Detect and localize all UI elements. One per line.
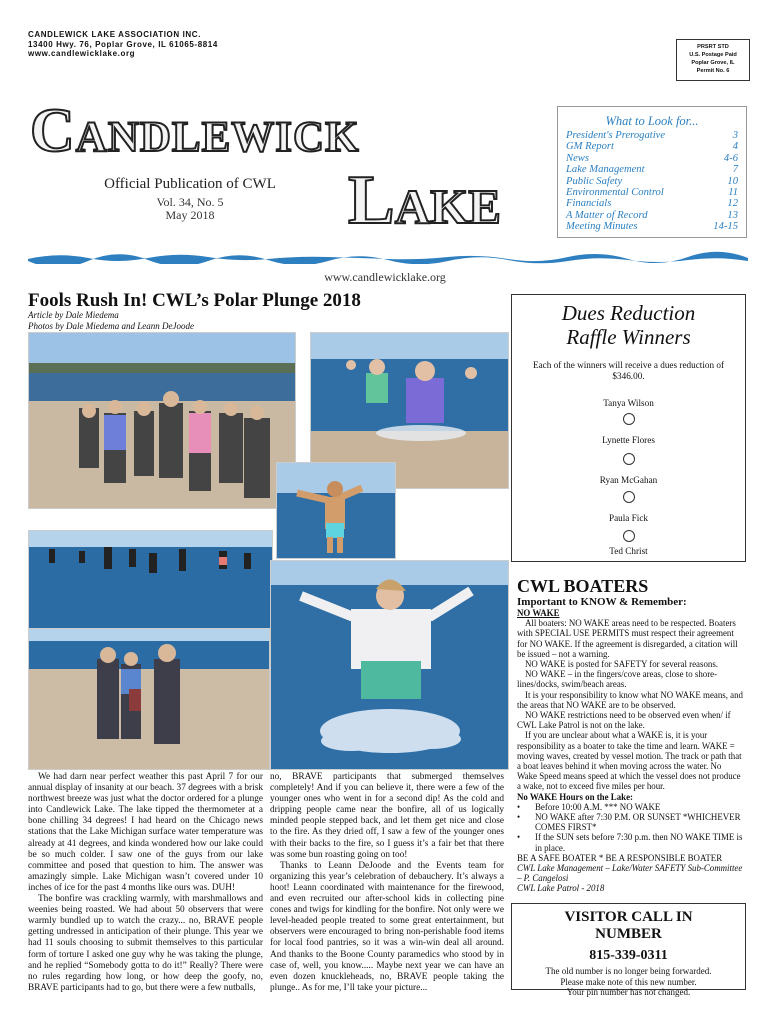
bullet-circle-icon: [623, 413, 635, 425]
dues-subtitle: Each of the winners will receive a dues reduction of $346.00.: [532, 360, 725, 381]
permit-line: Permit No. 6: [696, 68, 730, 74]
boaters-bullet: • NO WAKE after 7:30 P.M. OR SUNSET *WHICHEVER COMES FIRST*: [517, 812, 741, 833]
photo-credit: Photos by Dale Miedema and Leann DeJoode: [28, 321, 194, 331]
group-photo: [28, 332, 296, 509]
boaters-subtitle: Important to KNOW & Remember:: [517, 596, 687, 608]
article-title: Fools Rush In! CWL’s Polar Plunge 2018: [28, 290, 361, 311]
toc-item[interactable]: President's Prerogative 3: [566, 130, 738, 141]
winner-name: Ryan McGahan: [599, 475, 658, 485]
boaters-credit: CWL Lake Management – Lake/Water SAFETY Sub-Committee – P. Cangelosi: [517, 863, 743, 884]
permit-line: Poplar Grove, IL: [691, 60, 735, 66]
visitor-note-line: Your pin number has not changed.: [566, 987, 691, 997]
toc-item[interactable]: Public Safety 10: [566, 175, 738, 187]
masthead-title-lake: Lake: [348, 162, 501, 239]
site-url-link[interactable]: www.candlewicklake.org: [324, 270, 446, 284]
toc-item[interactable]: Lake Management 7: [566, 164, 738, 176]
association-address: 13400 Hwy. 76, Poplar Grove, IL 61065-8814: [28, 39, 218, 49]
boaters-text: All boaters: NO WAKE areas need to be respected. Boaters with SPECIAL USE PERMITS must respect their agreement for NO WAKE. If the agreement is disregarded, a citation will be issued – not a warning.: [517, 618, 738, 659]
winner-name: Paula Fick: [608, 513, 649, 523]
visitor-note: [516, 966, 741, 998]
issue-info: [70, 196, 310, 222]
visitor-note-line: The old number is no longer being forwarded.: [545, 966, 712, 976]
toc-item[interactable]: Financials 12: [566, 198, 738, 210]
visitor-title-line: NUMBER: [595, 926, 662, 942]
bullet-circle-icon: [623, 453, 635, 465]
boaters-bullet: • Before 10:00 A.M. *** NO WAKE: [517, 801, 661, 812]
association-website: www.candlewicklake.org: [28, 49, 136, 58]
swimmers-photo: [28, 530, 273, 632]
winner-name: Tanya Wilson: [603, 398, 654, 408]
plunger-woman-photo: [270, 560, 509, 770]
boaters-text: BE A SAFE BOATER * BE A RESPONSIBLE BOATER: [517, 852, 723, 863]
article-column-2: [270, 772, 504, 994]
toc-title: What to Look for...: [605, 114, 699, 128]
volume-number: Vol. 34, No. 5: [156, 195, 224, 209]
boaters-title: CWL BOATERS: [517, 576, 649, 596]
boaters-heading: No WAKE Hours on the Lake:: [517, 791, 633, 802]
article-paragraph: We had darn near perfect weather this past April 7 for our annual display of insanity at our beach. 37 degrees with a brisk northwest breeze was just what the doctor ordered for a plunge into Candlewick Lake. The lake tipped the thermometer at a bone chilling 34 degrees! I had heard on the Chicago news stations that the Lake Michigan surface water temperature was already at 41 degrees, and kinda wondered how our lake could be so much colder. I saw one of the guys from our lake committee and posed that question to him. The answer was amazingly simple. Lake Michigan wasn’t covered under 10 inches of ice for the past 4 months like ours was. DUH!: [28, 772, 263, 893]
article-paragraph: Thanks to Leann DeJoode and the Events team for organizing this year’s celebration of debauchery. It’s always a hoot! Leann coordinated with maintenance for the firewood, and even recruited our after-school kids in collecting pine cones and twigs for kindling for the bonfire. Not only were we level-headed people treated to some great entertainment, but observers were encouraged to bring non-perishable food items for local food pantries, so it was a win-win deal all around. And thanks to the Boone County paramedics who stood by in case of, well, you know..... Maybe next year we can have an even dozen knuckleheads, no, BRAVE people taking the plunge.. As for me, I’ll take your picture...: [270, 860, 504, 993]
boaters-heading: NO WAKE: [517, 608, 560, 618]
dues-title: [512, 301, 745, 349]
association-header: [28, 30, 218, 59]
visitor-note-line: Please make note of this new number.: [560, 976, 697, 987]
family-photo: [28, 628, 270, 770]
association-name: CANDLEWICK LAKE ASSOCIATION INC.: [28, 30, 201, 39]
boaters-text: If you are unclear about what a WAKE is, it is your responsibility as a boater to take the time and learn. WAKE = moving waves, created by vessel motion. The track or path that a boat leaves behind it when moving across the water. No Wake Speed means speed at which the vessel does not produce a wake, not to exceed five miles per hour.: [517, 730, 742, 792]
article-paragraph: no, BRAVE participants that submerged themselves completely! And if you can believe it, there were a few of the younger ones who went in for a second dip! As the cold and dripping people came near the bonfire, all of us logically minded people stepped back, and let them get nice and close to the fire. As they dried off, I saw a few of the younger ones with their backs to the fire, so I guess it’s a fair bet that there was some bun roasting going on too!: [270, 772, 504, 860]
toc-item[interactable]: Meeting Minutes 14-15: [566, 221, 738, 233]
boaters-bullet: • If the SUN sets before 7:30 p.m. then NO WAKE TIME is in place.: [517, 832, 743, 853]
boaters-text: NO WAKE restrictions need to be observed even when/ if CWL Lake Patrol is not on the lake.: [517, 710, 731, 731]
publication-subtitle: Official Publication of CWL: [104, 176, 276, 192]
visitor-phone-number: 815-339-0311: [589, 948, 668, 963]
masthead-title: Candlewick: [30, 97, 360, 165]
boaters-text: NO WAKE is posted for SAFETY for several reasons.: [525, 659, 718, 670]
wave-divider: [28, 250, 748, 264]
visitor-title-line: VISITOR CALL IN: [564, 909, 693, 925]
permit-line: PRSRT STD: [697, 44, 729, 50]
dues-title-line: Raffle Winners: [566, 325, 691, 349]
toc-item[interactable]: Environmental Control 11: [566, 187, 738, 199]
boaters-text: It is your responsibility to know what NO WAKE means, and the areas that NO WAKE are to be observed.: [517, 689, 743, 710]
postage-permit: [676, 39, 750, 81]
boaters-text: NO WAKE – in the fingers/cove areas, close to shore-lines/docks, swim/beach areas.: [517, 669, 718, 690]
boaters-section: [517, 608, 743, 894]
dues-raffle-box: [511, 294, 746, 562]
table-of-contents: [557, 106, 747, 238]
toc-item[interactable]: A Matter of Record 13: [566, 209, 738, 221]
toc-item[interactable]: News 4-6: [566, 152, 738, 164]
issue-date: May 2018: [165, 208, 215, 222]
article-paragraph: The bonfire was crackling warmly, with marshmallows and weenies being roasted. We had about 50 observers that were warmly bundled up to watch the crazy... no, BRAVE people getting undressed in anticipation of their plunge. This year we had 11 souls choosing to submit themselves to this particular form of torture I asked one guy why he was taking the plunge, and he replied “Somebody gotta to do it!” Really? There were no rules regarding how long, or how deep the goofy, no, BRAVE participants had to go, but there were a few nutballs,: [28, 894, 263, 993]
jumper-photo: [276, 462, 396, 559]
bullet-circle-icon: [623, 530, 635, 542]
winner-name: Lynette Flores: [602, 435, 655, 445]
article-author: Article by Dale Miedema: [28, 310, 119, 320]
winner-name: Ted Christ: [609, 546, 648, 556]
article-byline: [28, 310, 194, 332]
visitor-callin-box: [511, 903, 746, 997]
article-column-1: [28, 772, 263, 994]
toc-item[interactable]: GM Report 4: [566, 141, 738, 153]
bullet-circle-icon: [623, 491, 635, 503]
dues-title-line: Dues Reduction: [561, 301, 696, 325]
visitor-title: [512, 909, 745, 943]
permit-line: U.S. Postage Paid: [689, 52, 737, 58]
boaters-credit: CWL Lake Patrol - 2018: [517, 883, 605, 894]
